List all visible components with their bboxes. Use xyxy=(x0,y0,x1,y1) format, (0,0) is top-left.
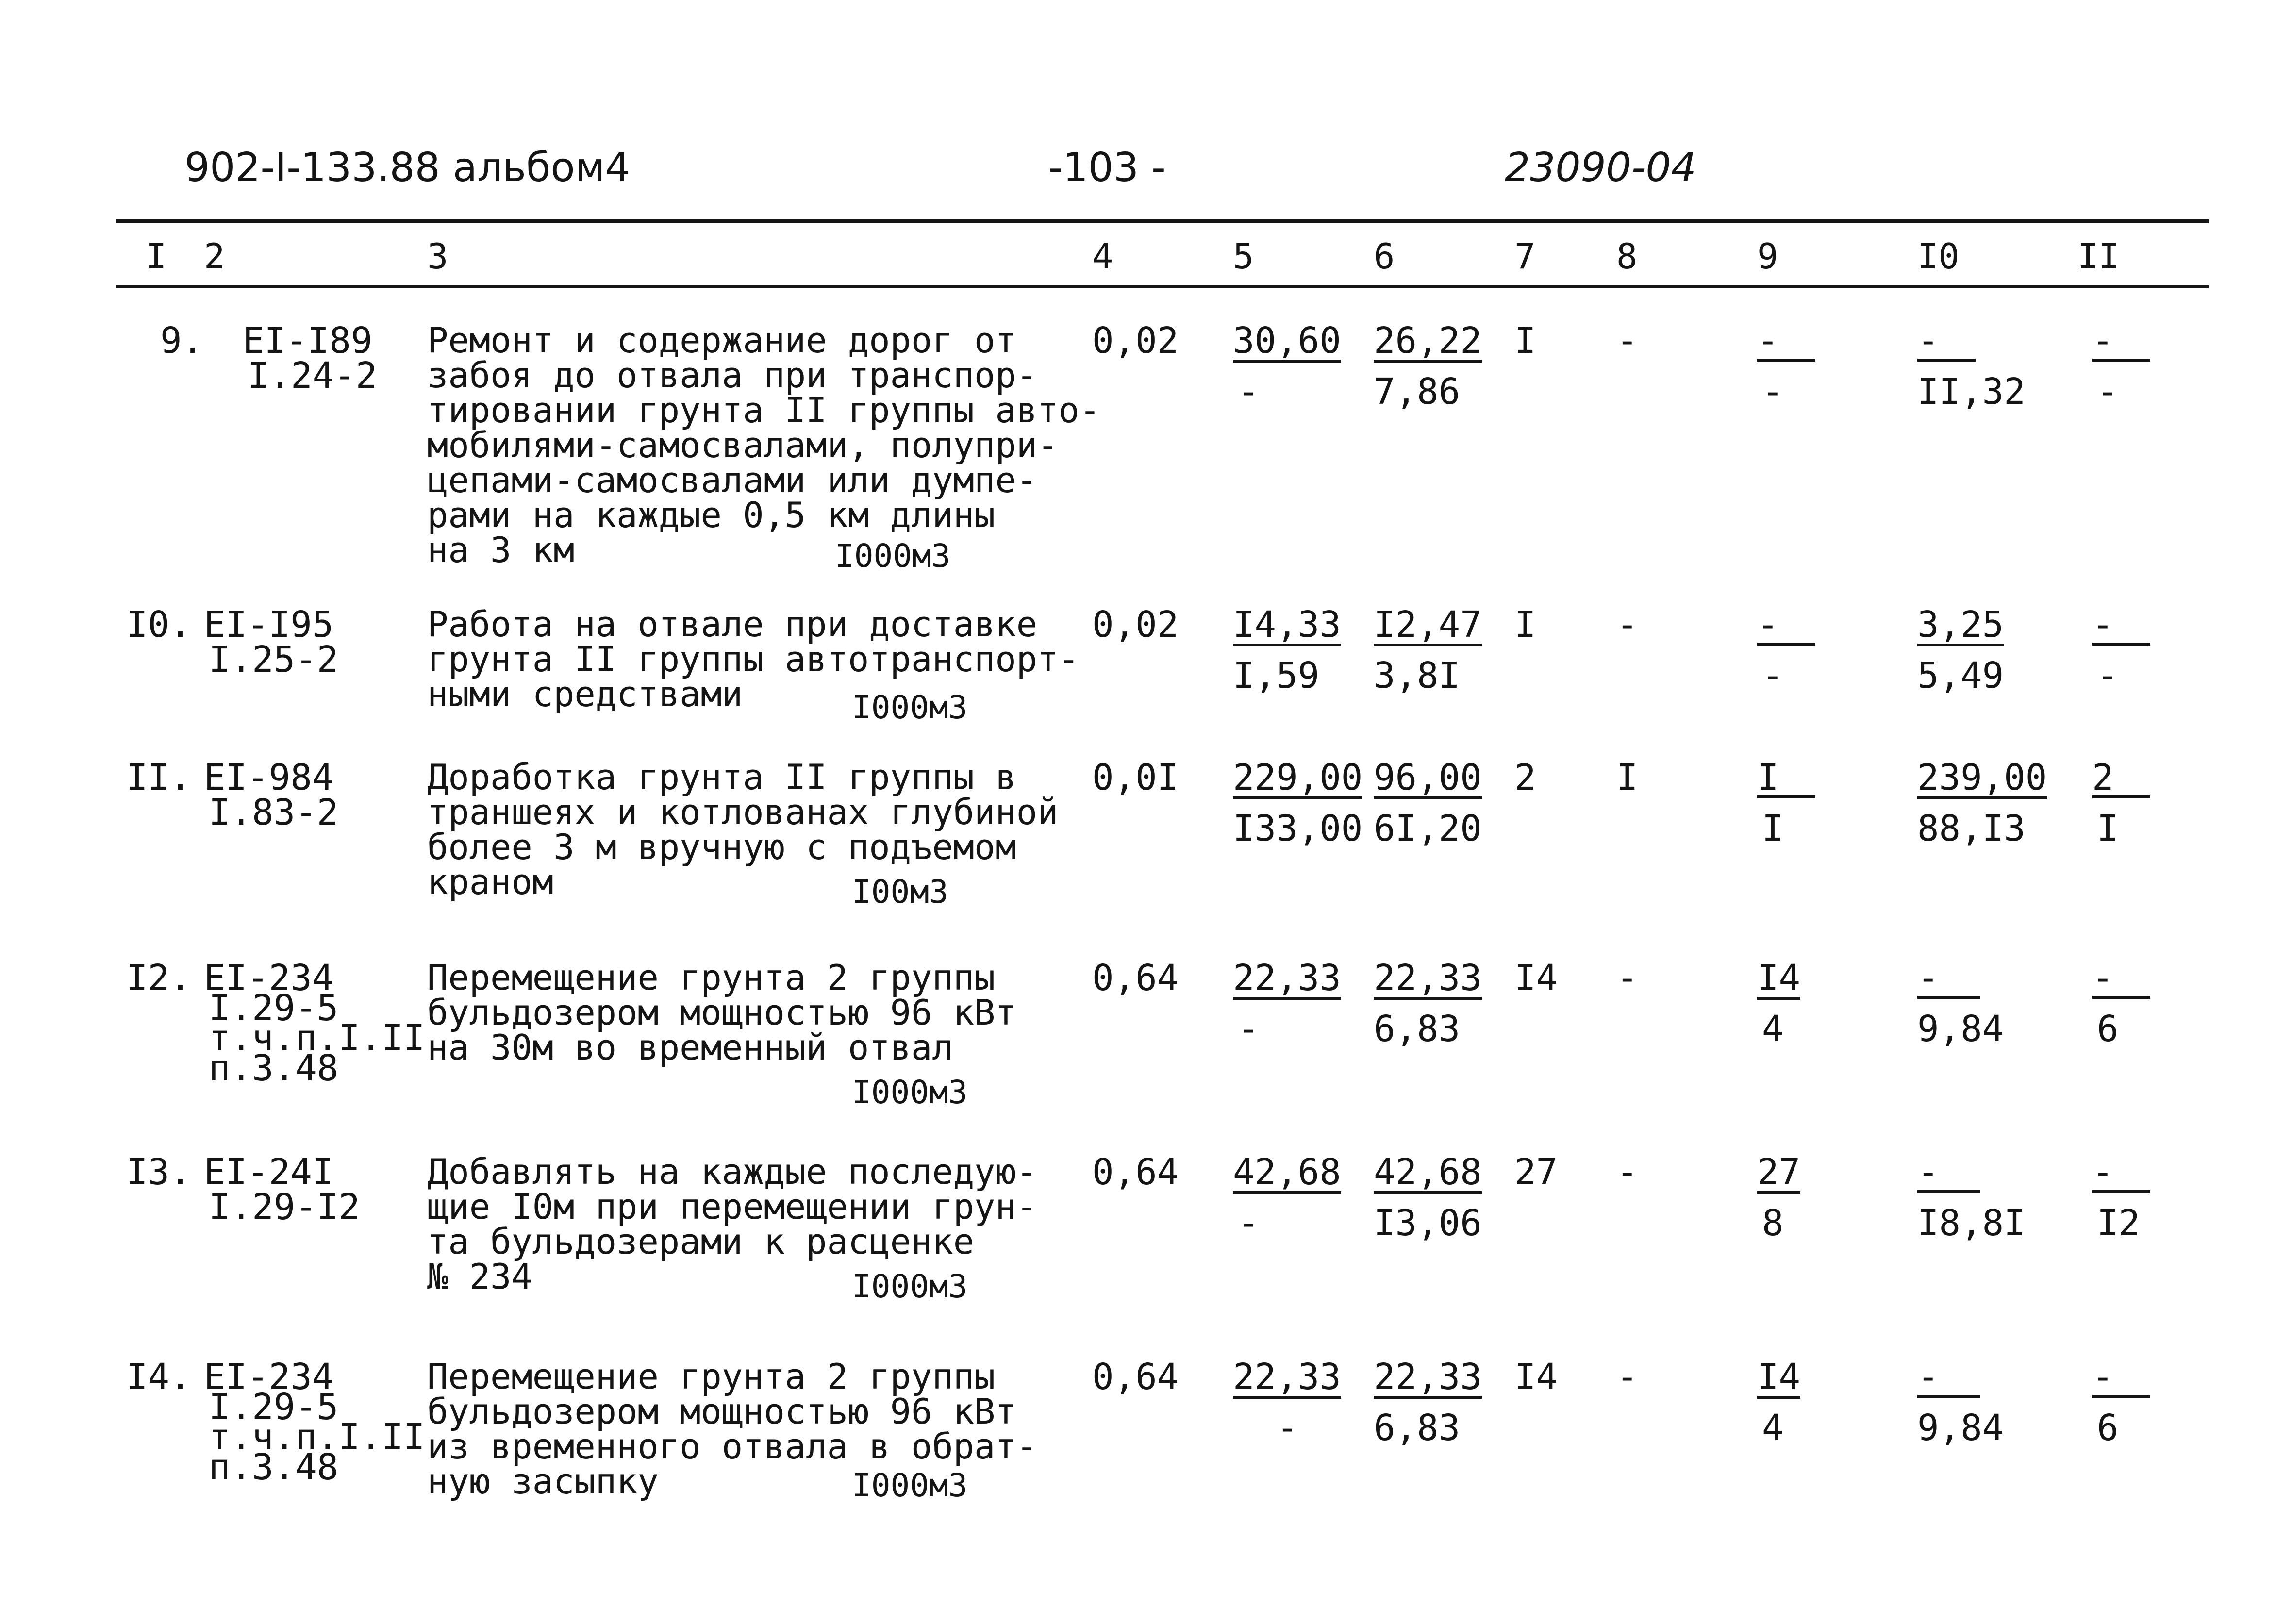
value-col7: I xyxy=(1514,604,1536,646)
value-col9-bottom: 4 xyxy=(1762,1008,1784,1050)
row-number: II. xyxy=(126,757,191,798)
value-col8: - xyxy=(1616,1356,1638,1398)
value-col6-bottom: 3,8I xyxy=(1374,655,1461,696)
value-col11-bottom: - xyxy=(2097,655,2119,696)
value-col10-bottom: 9,84 xyxy=(1917,1008,2004,1050)
value-col5-bottom: - xyxy=(1277,1407,1298,1449)
table-top-rule xyxy=(116,219,2209,223)
value-col8: - xyxy=(1616,957,1638,999)
value-col10-bottom: 9,84 xyxy=(1917,1407,2004,1449)
column-number: 6 xyxy=(1374,236,1395,277)
work-description-line: из временного отвала в обрат- xyxy=(427,1426,1038,1467)
unit-of-measure: I000м3 xyxy=(852,1268,968,1305)
value-col11-bottom: I2 xyxy=(2097,1202,2141,1244)
value-col5-bottom: - xyxy=(1238,371,1260,413)
quantity: 0,64 xyxy=(1092,1151,1179,1193)
work-description-line: щие I0м при перемещении грун- xyxy=(427,1186,1038,1227)
value-col11-top: - xyxy=(2092,607,2150,646)
value-col5-bottom: I33,00 xyxy=(1233,808,1363,849)
value-col10-top: - xyxy=(1917,1359,1980,1398)
norm-code: EI-234 xyxy=(204,957,334,999)
value-col10-bottom: 5,49 xyxy=(1917,655,2004,696)
value-col11-top: - xyxy=(2092,960,2150,999)
value-col11-bottom: 6 xyxy=(2097,1407,2119,1449)
work-description-line: Перемещение грунта 2 группы xyxy=(427,957,996,998)
value-col10-top: 239,00 xyxy=(1917,757,2047,798)
column-number: I0 xyxy=(1917,236,1960,277)
value-col11-top: - xyxy=(2092,1154,2150,1193)
work-description-line: Ремонт и содержание дорог от xyxy=(427,320,1016,361)
value-col9-top: - xyxy=(1757,607,1815,646)
value-col10-bottom: I8,8I xyxy=(1917,1202,2026,1244)
work-description-line: бульдозером мощностью 96 кВт xyxy=(427,992,1016,1033)
column-number: 5 xyxy=(1233,236,1254,277)
norm-code: I.29-5 xyxy=(209,987,339,1029)
value-col7: I4 xyxy=(1514,957,1558,999)
value-col7: I4 xyxy=(1514,1356,1558,1398)
norm-code: I.24-2 xyxy=(248,355,378,397)
value-col5-top: 30,60 xyxy=(1233,320,1341,362)
value-col9-top: - xyxy=(1757,323,1815,362)
value-col11-bottom: 6 xyxy=(2097,1008,2119,1050)
column-number: 7 xyxy=(1514,236,1536,277)
work-description-line: забоя до отвала при транспор- xyxy=(427,355,1038,396)
norm-code: п.3.48 xyxy=(209,1446,339,1488)
value-col5-top: 22,33 xyxy=(1233,957,1341,999)
value-col10-bottom: II,32 xyxy=(1917,371,2026,413)
reference-code: 23090-04 xyxy=(1505,145,1696,191)
value-col6-top: 26,22 xyxy=(1374,320,1482,362)
work-description-line: та бульдозерами к расценке xyxy=(427,1221,975,1262)
column-number: II xyxy=(2077,236,2120,277)
quantity: 0,64 xyxy=(1092,1356,1179,1398)
value-col10-top: - xyxy=(1917,960,1980,999)
work-description-line: рами на каждые 0,5 км длины xyxy=(427,495,996,535)
work-description-line: грунта II группы автотранспорт- xyxy=(427,639,1080,679)
value-col5-bottom: I,59 xyxy=(1233,655,1320,696)
column-number: 3 xyxy=(427,236,449,277)
value-col10-bottom: 88,I3 xyxy=(1917,808,2026,849)
column-number: 4 xyxy=(1092,236,1113,277)
row-number: I0. xyxy=(126,604,191,646)
value-col8: - xyxy=(1616,604,1638,646)
value-col6-bottom: 6,83 xyxy=(1374,1407,1461,1449)
column-number: 9 xyxy=(1757,236,1778,277)
value-col6-bottom: I3,06 xyxy=(1374,1202,1482,1244)
value-col8: I xyxy=(1616,757,1638,798)
work-description-line: цепами-самосвалами или думпе- xyxy=(427,460,1038,500)
value-col11-top: 2 xyxy=(2092,760,2150,798)
document-code: 902-I-133.88 альбом4 xyxy=(184,145,631,191)
value-col9-bottom: 8 xyxy=(1762,1202,1784,1244)
value-col11-bottom: I xyxy=(2097,808,2119,849)
row-number: I3. xyxy=(126,1151,191,1193)
value-col9-top: I xyxy=(1757,760,1815,798)
work-description-line: мобилями-самосвалами, полупри- xyxy=(427,425,1059,465)
norm-code: EI-24I xyxy=(204,1151,334,1193)
quantity: 0,02 xyxy=(1092,320,1179,362)
work-description-line: более 3 м вручную с подъемом xyxy=(427,827,1016,867)
value-col7: I xyxy=(1514,320,1536,362)
norm-code: I.29-5 xyxy=(209,1386,339,1428)
value-col11-top: - xyxy=(2092,1359,2150,1398)
value-col6-top: 22,33 xyxy=(1374,957,1482,999)
norm-code: т.ч.п.I.II xyxy=(209,1416,425,1458)
value-col10-top: - xyxy=(1917,1154,1980,1193)
value-col6-bottom: 6I,20 xyxy=(1374,808,1482,849)
quantity: 0,0I xyxy=(1092,757,1179,798)
work-description-line: ную засыпку xyxy=(427,1461,659,1502)
norm-code: п.3.48 xyxy=(209,1047,339,1089)
page-number: -103 - xyxy=(1048,145,1166,191)
table-header-rule xyxy=(116,285,2209,288)
value-col8: - xyxy=(1616,320,1638,362)
work-description-line: бульдозером мощностью 96 кВт xyxy=(427,1391,1016,1432)
value-col9-bottom: - xyxy=(1762,655,1784,696)
unit-of-measure: I00м3 xyxy=(852,873,948,911)
value-col7: 27 xyxy=(1514,1151,1558,1193)
value-col10-top: - xyxy=(1917,323,1976,362)
work-description-line: Добавлять на каждые последую- xyxy=(427,1151,1038,1192)
unit-of-measure: I000м3 xyxy=(852,1074,968,1111)
value-col9-bottom: - xyxy=(1762,371,1784,413)
value-col5-bottom: - xyxy=(1238,1008,1260,1050)
work-description-line: Перемещение грунта 2 группы xyxy=(427,1356,996,1397)
value-col9-bottom: I xyxy=(1762,808,1784,849)
work-description-line: Доработка грунта II группы в xyxy=(427,757,1016,797)
work-description-line: № 234 xyxy=(427,1256,532,1297)
column-number: 2 xyxy=(204,236,225,277)
row-number: I2. xyxy=(126,957,191,999)
value-col6-top: 42,68 xyxy=(1374,1151,1482,1193)
norm-code: I.83-2 xyxy=(209,792,339,833)
norm-code: т.ч.п.I.II xyxy=(209,1017,425,1059)
value-col5-top: 22,33 xyxy=(1233,1356,1341,1398)
unit-of-measure: I000м3 xyxy=(852,1467,968,1504)
unit-of-measure: I000м3 xyxy=(852,689,968,726)
value-col11-bottom: - xyxy=(2097,371,2119,413)
work-description-line: тировании грунта II группы авто- xyxy=(427,390,1101,431)
value-col5-top: 229,00 xyxy=(1233,757,1363,798)
row-number: 9. xyxy=(160,320,204,362)
norm-code: I.25-2 xyxy=(209,639,339,680)
work-description-line: Работа на отвале при доставке xyxy=(427,604,1038,645)
value-col9-top: I4 xyxy=(1757,1356,1801,1398)
value-col6-top: I2,47 xyxy=(1374,604,1482,646)
value-col9-bottom: 4 xyxy=(1762,1407,1784,1449)
quantity: 0,02 xyxy=(1092,604,1179,646)
work-description-line: ными средствами xyxy=(427,674,743,714)
quantity: 0,64 xyxy=(1092,957,1179,999)
value-col10-top: 3,25 xyxy=(1917,604,2004,646)
work-description-line: траншеях и котлованах глубиной xyxy=(427,792,1059,832)
value-col6-top: 22,33 xyxy=(1374,1356,1482,1398)
value-col6-top: 96,00 xyxy=(1374,757,1482,798)
value-col5-top: I4,33 xyxy=(1233,604,1341,646)
value-col11-top: - xyxy=(2092,323,2150,362)
value-col9-top: 27 xyxy=(1757,1151,1801,1193)
work-description-line: на 3 км xyxy=(427,530,575,570)
value-col5-top: 42,68 xyxy=(1233,1151,1341,1193)
value-col9-top: I4 xyxy=(1757,957,1801,999)
unit-of-measure: I000м3 xyxy=(835,537,951,575)
row-number: I4. xyxy=(126,1356,191,1398)
value-col7: 2 xyxy=(1514,757,1536,798)
value-col8: - xyxy=(1616,1151,1638,1193)
work-description-line: краном xyxy=(427,862,554,902)
norm-code: EI-I95 xyxy=(204,604,334,646)
norm-code: I.29-I2 xyxy=(209,1186,360,1228)
value-col6-bottom: 6,83 xyxy=(1374,1008,1461,1050)
value-col5-bottom: - xyxy=(1238,1202,1260,1244)
column-number: 8 xyxy=(1616,236,1638,277)
norm-code: EI-234 xyxy=(204,1356,334,1398)
norm-code: EI-I89 xyxy=(243,320,373,362)
value-col6-bottom: 7,86 xyxy=(1374,371,1461,413)
norm-code: EI-984 xyxy=(204,757,334,798)
column-number: I xyxy=(146,236,167,277)
work-description-line: на 30м во временный отвал xyxy=(427,1027,953,1068)
